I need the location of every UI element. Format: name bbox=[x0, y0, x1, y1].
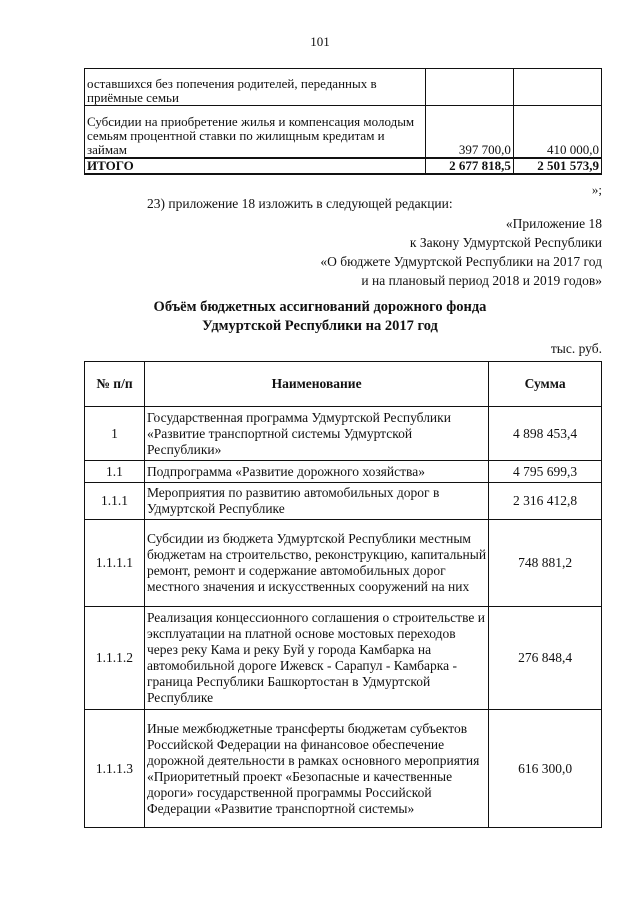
appendix-line: «Приложение 18 bbox=[505, 216, 602, 231]
table-row bbox=[85, 520, 602, 607]
row-name: Государственная программа Удмуртской Республики «Развитие транспортной системы Удмуртской Республики» bbox=[144, 407, 488, 461]
row-sum: 4 795 699,3 bbox=[489, 461, 602, 483]
document-title bbox=[0, 298, 640, 336]
title-line: Объём бюджетных ассигнований дорожного фонда bbox=[153, 299, 487, 315]
row-num: 1.1.1 bbox=[85, 483, 145, 520]
row-num: 1.1.1.3 bbox=[85, 710, 145, 828]
row-value-2018: 410 000,0 bbox=[513, 106, 601, 158]
appendix-line: «О бюджете Удмуртской Республики на 2017 год bbox=[320, 254, 602, 269]
row-sum: 4 898 453,4 bbox=[489, 407, 602, 461]
row-value-2018 bbox=[513, 69, 601, 106]
total-row bbox=[85, 158, 602, 174]
page-number: 101 bbox=[310, 34, 330, 49]
table-row bbox=[85, 69, 602, 106]
row-name: Мероприятия по развитию автомобильных дорог в Удмуртской Республике bbox=[144, 483, 488, 520]
row-num: 1.1.1.1 bbox=[85, 520, 145, 607]
quote-end: »; bbox=[591, 182, 602, 197]
table-row bbox=[85, 461, 602, 483]
appendix-line: к Закону Удмуртской Республики bbox=[409, 235, 602, 250]
title-line: Удмуртской Республики на 2017 год bbox=[202, 318, 438, 334]
table-row bbox=[85, 710, 602, 828]
row-name: Субсидии из бюджета Удмуртской Республики местным бюджетам на строительство, реконструкцию, капитальный ремонт, ремонт и содержание автомобильных дорог местного значения и искусственных сооружений на них bbox=[144, 520, 488, 607]
total-value-2018: 2 501 573,9 bbox=[513, 158, 601, 174]
row-name: Реализация концессионного соглашения о строительстве и эксплуатации на платной основе мостовых переходов через реку Кама и реку Буй у города Камбарка на автомобильной дороге Ижевск - Сарапул - Камбарка - граница Республики Башкортостан в Удмуртской Республике bbox=[144, 607, 488, 710]
row-name: Подпрограмма «Развитие дорожного хозяйства» bbox=[144, 461, 488, 483]
row-sum: 616 300,0 bbox=[489, 710, 602, 828]
row-num: 1.1.1.2 bbox=[85, 607, 145, 710]
row-num: 1.1 bbox=[85, 461, 145, 483]
table-header-row bbox=[85, 362, 602, 407]
amendment-paragraph: 23) приложение 18 изложить в следующей редакции: bbox=[147, 196, 453, 211]
total-value-2017: 2 677 818,5 bbox=[425, 158, 513, 174]
total-label: ИТОГО bbox=[85, 158, 426, 174]
top-table bbox=[84, 68, 602, 175]
table-row bbox=[85, 607, 602, 710]
row-sum: 2 316 412,8 bbox=[489, 483, 602, 520]
row-value-2017 bbox=[425, 69, 513, 106]
row-name: Иные межбюджетные трансферты бюджетам субъектов Российской Федерации на финансовое обеспечение дорожной деятельности в рамках основного мероприятия «Приоритетный проект «Безопасные и качественные дороги» государственной программы Российской Федерации «Развитие транспортной системы» bbox=[144, 710, 488, 828]
row-name: оставшихся без попечения родителей, переданных в приёмные семьи bbox=[85, 69, 426, 106]
table-row bbox=[85, 407, 602, 461]
table-row bbox=[85, 106, 602, 158]
row-value-2017: 397 700,0 bbox=[425, 106, 513, 158]
header-name: Наименование bbox=[144, 362, 488, 407]
row-sum: 276 848,4 bbox=[489, 607, 602, 710]
header-num: № п/п bbox=[85, 362, 145, 407]
row-num: 1 bbox=[85, 407, 145, 461]
road-fund-table bbox=[84, 361, 602, 828]
row-name: Субсидии на приобретение жилья и компенсация молодым семьям процентной ставки по жилищным кредитам и займам bbox=[85, 106, 426, 158]
table-row bbox=[85, 483, 602, 520]
units-label: тыс. руб. bbox=[550, 341, 602, 356]
appendix-header bbox=[320, 214, 602, 290]
header-sum: Сумма bbox=[489, 362, 602, 407]
appendix-line: и на плановый период 2018 и 2019 годов» bbox=[361, 273, 602, 288]
row-sum: 748 881,2 bbox=[489, 520, 602, 607]
